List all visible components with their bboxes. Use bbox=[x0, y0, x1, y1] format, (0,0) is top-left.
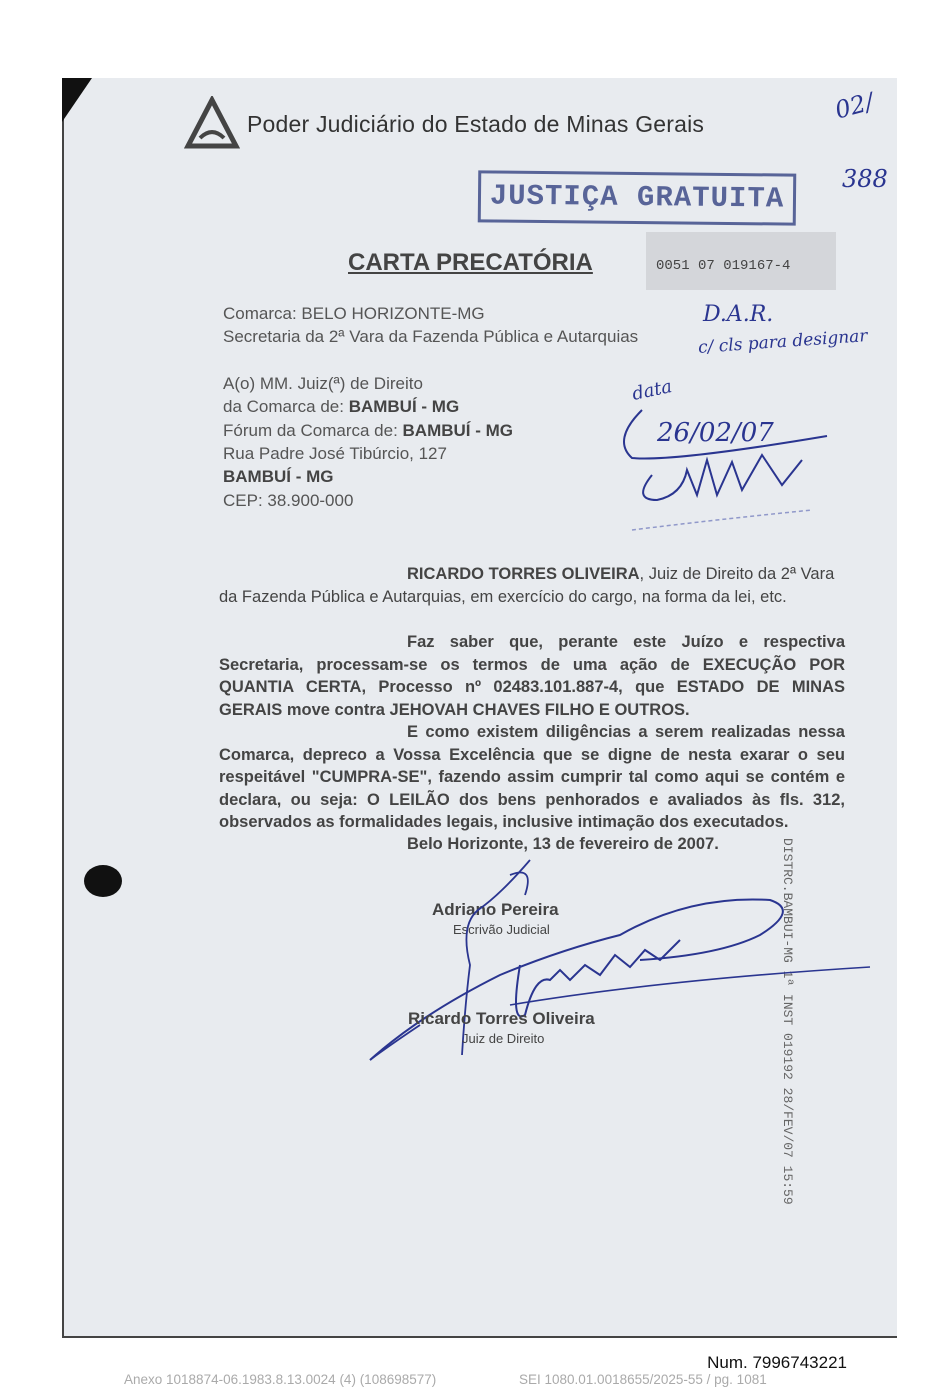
document-number: Num. 7996743221 bbox=[707, 1353, 847, 1372]
ink-blot-mark bbox=[82, 862, 124, 900]
margin-note-folio: 388 bbox=[842, 165, 888, 193]
addressee-comarca: da Comarca de: BAMBUÍ - MG bbox=[223, 397, 460, 416]
date-line: Belo Horizonte, 13 de fevereiro de 2007. bbox=[407, 835, 719, 853]
addressee-cep: CEP: 38.900-000 bbox=[223, 491, 354, 510]
process-code: 0051 07 019167-4 bbox=[656, 258, 791, 274]
handwritten-signatures-icon bbox=[360, 855, 880, 1070]
sei-reference: SEI 1080.01.0018655/2025-55 / pg. 1081 bbox=[519, 1372, 767, 1387]
scan-corner-mark bbox=[62, 78, 92, 122]
annex-reference: Anexo 1018874-06.1983.8.13.0024 (4) (108698577) bbox=[124, 1372, 437, 1387]
action-paragraph: Faz saber que, perante este Juízo e respectiva Secretaria, processam-se os termos de uma ação de EXECUÇÃO POR QUANTIA CERTA, Processo nº 02483.101.887-4, que ESTADO DE MINAS GERAIS move contra JEHOVAH CHAVES FILHO E OUTROS. bbox=[219, 633, 845, 719]
judge-role: Juiz de Direito bbox=[462, 1031, 545, 1046]
handwritten-data-label: data bbox=[630, 376, 674, 405]
dispatch-signature-icon bbox=[612, 400, 832, 540]
distribution-stamp: DISTRC.BAMBUI-MG 1ª INST 019192 28/FEV/07 15:59 bbox=[780, 838, 795, 1205]
origin-secretaria: Secretaria da 2ª Vara da Fazenda Pública e Autarquias bbox=[223, 327, 639, 346]
clerk-name: Adriano Pereira bbox=[432, 900, 559, 919]
tjmg-logo-icon bbox=[184, 96, 240, 152]
addressee-street: Rua Padre José Tibúrcio, 127 bbox=[223, 444, 447, 463]
request-paragraph: E como existem diligências a serem realizadas nessa Comarca, depreco a Vossa Excelência que se digne de nesta exarar o seu respeitável "CUMPRA-SE", fazendo assim cumprir tal como aqui se contém e declara, ou seja: O LEILÃO dos bens penhorados e avaliados às fls. 312, observados as formalidades legais, inclusive intimação dos executados. bbox=[219, 723, 845, 831]
addressee-city: BAMBUÍ - MG bbox=[223, 467, 334, 486]
addressee-judge: A(o) MM. Juiz(ª) de Direito bbox=[223, 374, 423, 393]
addressee-forum: Fórum da Comarca de: BAMBUÍ - MG bbox=[223, 421, 513, 440]
handwritten-dar: D.A.R. bbox=[703, 302, 774, 327]
court-header-title: Poder Judiciário do Estado de Minas Gerais bbox=[247, 111, 705, 137]
margin-note-page: 02/ bbox=[832, 87, 877, 125]
handwritten-note: c/ cls para designar bbox=[697, 326, 869, 358]
free-justice-stamp: JUSTIÇA GRATUITA bbox=[478, 170, 797, 225]
judge-name: Ricardo Torres Oliveira bbox=[408, 1009, 595, 1028]
intro-paragraph: RICARDO TORRES OLIVEIRA, Juiz de Direito da 2ª Vara da Fazenda Pública e Autarquias, em exercício do cargo, na forma da lei, etc. bbox=[219, 565, 835, 606]
handwritten-date: 26/02/07 bbox=[657, 418, 774, 448]
clerk-role: Escrivão Judicial bbox=[453, 922, 550, 937]
origin-comarca: Comarca: BELO HORIZONTE-MG bbox=[223, 304, 485, 323]
document-title: CARTA PRECATÓRIA bbox=[348, 249, 593, 276]
